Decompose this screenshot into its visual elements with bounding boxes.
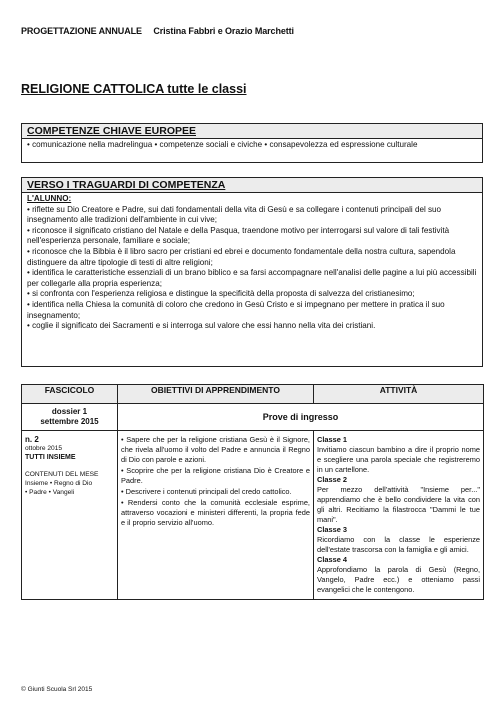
attivita-text: Ricordiamo con la classe le esperienze dell'estate trascorsa con la famiglia e gli amici. (317, 535, 480, 554)
traguardi-body (22, 193, 482, 334)
table-row (22, 404, 484, 431)
classe-label: Classe 4 (317, 555, 347, 564)
fascicolo-theme: TUTTI INSIEME (25, 454, 76, 461)
prove-ingresso: Prove di ingresso (118, 404, 484, 431)
fascicolo-date: ottobre 2015 (25, 445, 63, 452)
traguardi-subheading: L'ALUNNO: (27, 194, 72, 203)
competenze-text: • comunicazione nella madrelingua • competenze sociali e civiche • consapevolezza ed espressione culturale (27, 140, 418, 149)
obiettivo-item: • Scoprire che per la religione cristiana Dio è Creatore e Padre. (121, 466, 310, 485)
table-header-row (22, 385, 484, 404)
obiettivo-item: • Descrivere i contenuti principali del credo cattolico. (121, 487, 292, 496)
attivita-cell (314, 431, 484, 600)
table-row (22, 431, 484, 600)
traguardo-item: • riconosce che la Bibbia è il libro sacro per cristiani ed ebrei e documento fondamentale della nostra cultura, sapendola distinguere da altre tipologie di testi di altre religioni; (27, 246, 456, 267)
traguardo-item: • si confronta con l'esperienza religiosa e distingue la specificità della proposta di salvezza del cristianesimo; (27, 289, 415, 299)
obiettivo-item: • Sapere che per la religione cristiana Gesù è il Signore, che rivela all'uomo il volto del Padre e annuncia il Regno di Dio con parole e azioni. (121, 435, 310, 464)
dossier-date: settembre 2015 (40, 417, 99, 426)
attivita-text: Per mezzo dell'attività "Insieme per..." apprendiamo che è bello condividere la vita con gli altri. Recitiamo la filastrocca "Dammi le tue mani". (317, 485, 480, 524)
traguardi-box (21, 177, 483, 367)
header-section: PROGETTAZIONE ANNUALE (21, 26, 142, 36)
header-obiettivi: OBIETTIVI DI APPRENDIMENTO (118, 385, 314, 404)
contenuti-label: CONTENUTI DEL MESE (25, 471, 99, 478)
classe-label: Classe 3 (317, 525, 347, 534)
obiettivo-item: • Rendersi conto che la comunità ecclesiale esprime, attraverso vocazioni e ministeri differenti, la propria fede e il proprio servizio all'uomo. (121, 498, 310, 527)
traguardo-item: • riconosce il significato cristiano del Natale e della Pasqua, traendone motivo per interrogarsi sul valore di tali festività nell'esperienza personale, familiare e sociale; (27, 225, 450, 246)
competenze-heading: COMPETENZE CHIAVE EUROPEE (22, 124, 482, 139)
fascicolo-number: n. 2 (25, 435, 39, 444)
header-attivita: ATTIVITÀ (314, 385, 484, 404)
page-title: RELIGIONE CATTOLICA tutte le classi (21, 82, 247, 96)
header-fascicolo: FASCICOLO (22, 385, 118, 404)
traguardi-heading: VERSO I TRAGUARDI DI COMPETENZA (22, 178, 482, 193)
page-header (21, 26, 294, 36)
obiettivi-cell (118, 431, 314, 600)
traguardo-item: • identifica le caratteristiche essenziali di un brano biblico e sa farsi accompagnare nell'analisi delle pagine a lui più accessibili per collegarle alla propria esperienza; (27, 268, 477, 288)
contenuti-line: • Padre • Vangeli (25, 489, 75, 496)
traguardo-item: • identifica nella Chiesa la comunità di coloro che credono in Gesù Cristo e si impegnano per mettere in pratica il suo insegnamento; (27, 299, 445, 320)
dossier-label: dossier 1 (51, 407, 88, 416)
footer-copyright: © Giunti Scuola Srl 2015 (21, 686, 93, 693)
classe-label: Classe 1 (317, 435, 347, 444)
header-authors: Cristina Fabbri e Orazio Marchetti (153, 26, 294, 36)
competenze-box (21, 123, 483, 163)
attivita-text: Invitiamo ciascun bambino a dire il proprio nome e scegliere una parola speciale che registreremo in un cartellone. (317, 445, 480, 474)
attivita-text: Approfondiamo la parola di Gesù (Regno, Vangelo, Padre ecc.) e otteniamo passi evangelici che le contengono. (317, 565, 480, 594)
classe-label: Classe 2 (317, 475, 347, 484)
dossier-cell (22, 404, 118, 431)
contenuti-line: Insieme • Regno di Dio (25, 480, 93, 487)
traguardo-item: • coglie il significato dei Sacramenti e si interroga sul valore che essi hanno nella vita dei cristiani. (27, 321, 376, 331)
planning-table (21, 384, 484, 600)
traguardo-item: • riflette su Dio Creatore e Padre, sui dati fondamentali della vita di Gesù e sa collegare i contenuti principali del suo insegnamento alle tradizioni dell'ambiente in cui vive; (27, 204, 442, 225)
fascicolo-cell (22, 431, 118, 600)
